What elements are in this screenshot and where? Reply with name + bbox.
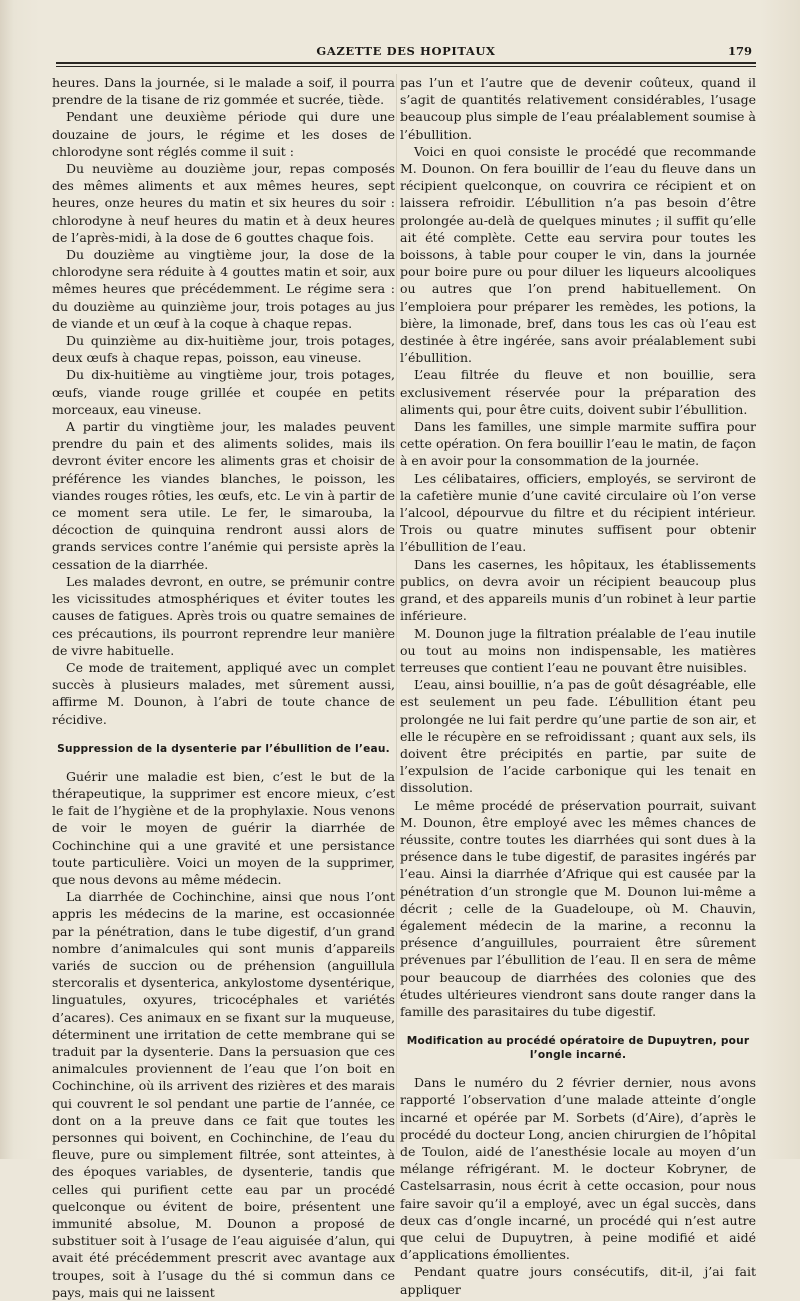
left-column xyxy=(52,74,395,1301)
paragraph: La diarrhée de Cochinchine, ainsi que nous l’ont appris les médecins de la marine, est occasionnée par la pénétration, dans le tube digestif, d’un grand nombre d’animalcules qui sont munis d’appareils variés de succion ou de préhension (anguillula stercoralis et dysenterica, ankylostome dysentérique, linguatules, oxyures, tricocéphales et variétés d’acares). Ces animaux en se fixant sur la muqueuse, déterminent une irritation de cette membrane qui se traduit par la dysenterie. Dans la persuasion que ces animalcules proviennent de l’eau que l’on boit en Cochinchine, où ils arrivent des rizières et des marais qui couvrent le sol pendant une partie de l’année, ce dont on a la preuve dans ce fait que toutes les personnes qui boivent, en Cochinchine, de l’eau du fleuve, pure ou simplement filtrée, sont atteintes, à des époques variables, de dysenterie, tandis que celles qui purifient cette eau par un procédé quelconque ou évitent de boire, présentent une immunité absolue, M. Dounon a proposé de substituer soit à l’usage de l’eau aiguisée d’alun, qui avait été précédemment prescrit avec avantage aux troupes, soit à l’usage du thé si commun dans ce pays, mais qui ne laissent xyxy=(52,889,395,1300)
header-rule-thick xyxy=(56,62,756,64)
paragraph: Le même procédé de préservation pourrait, suivant M. Dounon, être employé avec les mêmes chances de réussite, contre toutes les diarrhées qui sont dues à la présence dans le tube digestif, de parasites ingérés par l’eau. Ainsi la diarrhée d’Afrique qui est causée par la pénétration d’un strongle que M. Dounon lui-même a décrit ; celle de la Guadeloupe, où M. Chauvin, également médecin de la marine, a reconnu la présence d’anguillules, pourraient être sûrement prévenues par l’ébullition de l’eau. Il en sera de même pour beaucoup de diarrhées des colonies que des études ultérieures viendront sans doute ranger dans la famille des parasitaires du tube digestif. xyxy=(400,797,756,1019)
paragraph: Ce mode de traitement, appliqué avec un complet succès à plusieurs malades, met sûrement aussi, affirme M. Dounon, à l’abri de toute chance de récidive. xyxy=(52,659,395,727)
header-rule-thin xyxy=(56,66,756,67)
paragraph: Guérir une maladie est bien, c’est le but de la thérapeutique, la supprimer est encore mieux, c’est le fait de l’hygiène et de la prophylaxie. Nous venons de voir le moyen de guérir la diarrhée de Cochinchine qui a une gravité et une persistance toute particulière. Voici un moyen de la supprimer, que nous devons au même médecin. xyxy=(52,768,395,887)
paragraph: L’eau filtrée du fleuve et non bouillie, sera exclusivement réservée pour la préparation des aliments qui, pour être cuits, doivent subir l’ébullition. xyxy=(400,367,756,417)
paragraph: Du douzième au vingtième jour, la dose de la chlorodyne sera réduite à 4 gouttes matin et soir, aux mêmes heures que précédemment. Le régime sera : du douzième au quinzième jour, trois potages au jus de viande et un œuf à la coque à chaque repas. xyxy=(52,247,395,331)
paragraph: M. Dounon juge la filtration préalable de l’eau inutile ou tout au moins non indispensable, les matières terreuses que contient l’eau ne pouvant être nuisibles. xyxy=(400,625,756,675)
paragraph: L’eau, ainsi bouillie, n’a pas de goût désagréable, elle est seulement un peu fade. L’ébullition étant peu prolongée ne lui fait perdre qu’une partie de son air, et elle le récupère en se refroidissant ; quant aux sels, ils doivent être précipités en partie, par suite de l’expulsion de l’acide carbonique qui les tenait en dissolution. xyxy=(400,677,756,796)
paragraph: Dans les casernes, les hôpitaux, les établissements publics, on devra avoir un récipient beaucoup plus grand, et des appareils munis d’un robinet à leur partie inférieure. xyxy=(400,556,756,624)
paragraph: Voici en quoi consiste le procédé que recommande M. Dounon. On fera bouillir de l’eau du fleuve dans un récipient quelconque, on couvrira ce récipient et on laissera refroidir. L’ébullition n’a pas besoin d’être prolongée au-delà de quelques minutes ; il suffit qu’elle ait été complète. Cette eau servira pour toutes les boissons, à table pour couper le vin, dans la journée pour boire pure ou pour diluer les liqueurs alcooliques ou autres que l’on prend habituellement. On l’emploiera pour préparer les remèdes, les potions, la bière, la limonade, bref, dans tous les cas où l’eau est destinée à être ingérée, sans avoir préalablement subi l’ébullition. xyxy=(400,143,756,366)
paragraph: A partir du vingtième jour, les malades peuvent prendre du pain et des aliments solides, mais ils devront éviter encore les aliments gras et choisir de préférence les viandes blanches, le poisson, les viandes rouges rôties, les œufs, etc. Le vin à partir de ce moment sera utile. Le fer, le simarouba, la décoction de quinquina rendront aussi alors de grands services contre l’anémie qui persiste après la cessation de la diarrhée. xyxy=(52,419,395,572)
paragraph: Dans le numéro du 2 février dernier, nous avons rapporté l’observation d’une malade atteinte d’ongle incarné et opérée par M. Sorbets (d’Aire), d’après le procédé du docteur Long, ancien chirurgien de l’hôpital de Toulon, aidé de l’anesthésie locale au moyen d’un mélange réfrigérant. M. le docteur Kobryner, de Castelsarrasin, nous écrit à cette occasion, pour nous faire savoir qu’il a employé, avec un égal succès, dans deux cas d’ongle incarné, un procédé qui n’est autre que celui de Dupuytren, à peine modifié et aidé d’applications émollientes. xyxy=(400,1075,756,1263)
paragraph: pas l’un et l’autre que de devenir coûteux, quand il s’agit de quantités relativement considérables, l’usage beaucoup plus simple de l’eau préalablement soumise à l’ébullition. xyxy=(400,75,756,142)
paragraph: Du neuvième au douzième jour, repas composés des mêmes aliments et aux mêmes heures, sept heures, onze heures du matin et six heures du soir : chlorodyne à neuf heures du matin et à deux heures de l’après-midi, à la dose de 6 gouttes chaque fois. xyxy=(52,161,395,245)
section-heading: Suppression de la dysenterie par l’ébullition de l’eau. xyxy=(57,742,390,755)
paragraph: Pendant une deuxième période qui dure une douzaine de jours, le régime et les doses de chlorodyne sont réglés comme il suit : xyxy=(52,109,395,159)
paragraph: Du quinzième au dix-huitième jour, trois potages, deux œufs à chaque repas, poisson, eau vineuse. xyxy=(52,333,395,366)
column-divider xyxy=(396,74,397,1154)
paragraph: Les malades devront, en outre, se prémunir contre les vicissitudes atmosphériques et éviter toutes les causes de fatigues. Après trois ou quatre semaines de ces précautions, ils pourront reprendre leur manière de vivre habituelle. xyxy=(52,573,395,658)
paragraph: Les célibataires, officiers, employés, se serviront de la cafetière munie d’une cavité circulaire où l’on verse l’alcool, dépourvue du filtre et du récipient intérieur. Trois ou quatre minutes suffisent pour obtenir l’ébullition de l’eau. xyxy=(400,470,756,555)
running-title: GAZETTE DES HOPITAUX xyxy=(316,44,496,58)
paragraph: Du dix-huitième au vingtième jour, trois potages, œufs, viande rouge grillée et coupée en petits morceaux, eau vineuse. xyxy=(52,367,395,417)
right-column xyxy=(400,74,756,1298)
paragraph: Pendant quatre jours consécutifs, dit-il, j’ai fait appliquer xyxy=(400,1264,756,1297)
page-number: 179 xyxy=(727,44,752,58)
paragraph: heures. Dans la journée, si le malade a soif, il pourra prendre de la tisane de riz gommée et sucrée, tiède. xyxy=(52,75,395,108)
paragraph: Dans les familles, une simple marmite suffira pour cette opération. On fera bouillir l’eau le matin, de façon à en avoir pour la consommation de la journée. xyxy=(400,419,756,469)
section-heading: Modification au procédé opératoire de Dupuytren, pour l’ongle incarné. xyxy=(406,1035,750,1062)
